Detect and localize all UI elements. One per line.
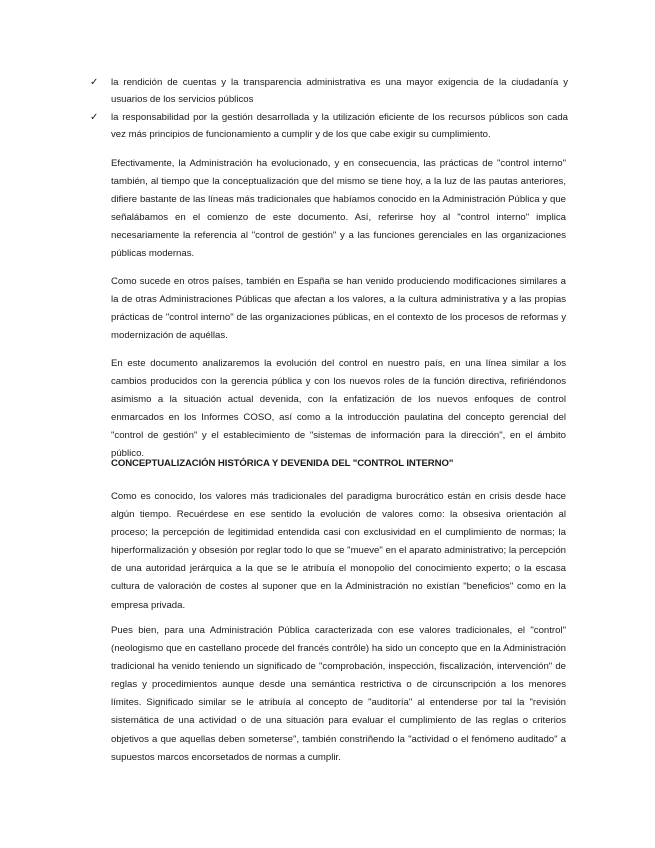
paragraph-evolucion: Efectivamente, la Administración ha evolucionado, y en consecuencia, las prácticas de "control interno" también, al tiempo que la conceptualización que del mismo se tiene hoy, a la luz de las pautas anteriores, difiere bastante de las líneas más tradicionales que habíamos conocido en la Administración Pública y que señalábamos en el comienzo de este documento. Así, referirse hoy al "control interno" implica necesariamente la referencia al "control de gestión" y a las funciones gerenciales en las organizaciones públicas modernas. — [111, 158, 566, 260]
paragraph-este-documento: En este documento analizaremos la evolución del control en nuestro país, en una línea similar a los cambios producidos con la gerencia pública y con los nuevos roles de la función directiva, refiriéndonos asimismo a la situación actual devenida, con la enfatización de los nuevos enfoques de control enmarcados en los Informes COSO, así como a la introducción paulatina del concepto gerencial del "control de gestión" y el establecimiento de "sistemas de información para la dirección", en el ámbito público. — [111, 358, 566, 460]
paragraph-concepto-control: Pues bien, para una Administración Pública caracterizada con ese valores tradicionales, el "control" (neologismo que en castellano procede del francés contrôle) ha sido un concepto que en la Administración tradicional ha venido teniendo un significado de "comprobación, inspección, fiscalización, intervención" de reglas y procedimientos aunque desde una semántica restrictiva o de circunscripción a los menores límites. Significado similar se le atribuía al concepto de "auditoría" al entenderse por tal la "revisión sistemática de una actividad o de una situación para evaluar el cumplimiento de las reglas o criterios objetivos a que aquellas deben someterse", también constriñendo la "actividad o el fenómeno auditado" a supuestos marcos encorsetados de normas a cumplir. — [111, 625, 566, 763]
list-item — [90, 74, 568, 109]
bullet-list — [90, 74, 568, 144]
paragraph-valores-tradicionales: Como es conocido, los valores más tradicionales del paradigma burocrático están en crisis desde hace algún tiempo. Recuérdese en ese sentido la evolución de valores como: la obsesiva orientación al proceso; la percepción de legitimidad entendida casi con exclusividad en el cumplimiento de normas; la hiperformalización y obsesión por reglar todo lo que se "mueve" en el aparato administrativo; la percepción de una autoridad jerárquica a la que se le atribuía el monopolio del conocimiento experto; o la escasa cultura de valoración de costes al suponer que en la Administración no existían "beneficios" como en la empresa privada. — [111, 491, 566, 611]
section-heading: CONCEPTUALIZACIÓN HISTÓRICA Y DEVENIDA DEL "CONTROL INTERNO" — [111, 458, 454, 469]
check-icon: ✓ — [90, 111, 99, 123]
bullet-text: la rendición de cuentas y la transparencia administrativa es una mayor exigencia de la ciudadanía y usuarios de los servicios públicos — [111, 77, 568, 106]
check-icon: ✓ — [90, 77, 99, 88]
bullet-text: la responsabilidad por la gestión desarrollada y la utilización eficiente de los recursos públicos son cada vez más principios de funcionamiento a cumplir y de los que cabe exigir su cumplimiento. — [111, 111, 568, 141]
paragraph-otros-paises: Como sucede en otros países, también en España se han venido produciendo modificaciones similares a la de otras Administraciones Públicas que afectan a los valores, a la cultura administrativa y a las propias prácticas de "control interno" de las organizaciones públicas, en el contexto de los procesos de reformas y modernización de aquéllas. — [111, 276, 566, 342]
list-item — [90, 109, 568, 144]
